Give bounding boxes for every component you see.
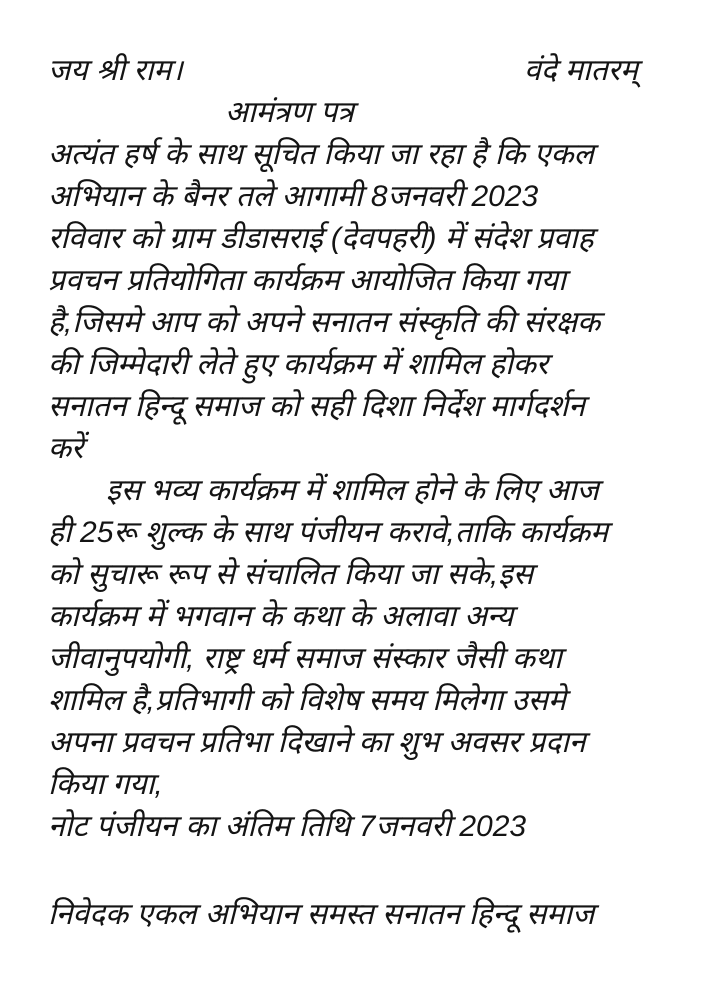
text-line: शामिल है,प्रतिभागी को विशेष समय मिलेगा उसमे <box>48 684 566 717</box>
text-line: करें <box>48 432 84 465</box>
text-line: कार्यक्रम में भगवान के कथा के अलावा अन्य <box>48 600 514 633</box>
text-line: अत्यंत हर्ष के साथ सूचित किया जा रहा है कि एकल <box>48 138 594 171</box>
text-line: है,जिसमे आप को अपने सनातन संस्कृति की संरक्षक <box>48 306 601 339</box>
text-line: किया गया, <box>48 768 163 801</box>
header-row <box>48 50 670 92</box>
greeting-vande-mataram: वंदे मातरम् <box>524 54 638 87</box>
text-line: इस भव्य कार्यक्रम में शामिल होने के लिए आज <box>106 474 599 507</box>
text-line: सनातन हिन्दू समाज को सही दिशा निर्देश मार्गदर्शन <box>48 390 585 423</box>
text-line: जीवानुपयोगी, राष्ट्र धर्म समाज संस्कार जैसी कथा <box>48 642 562 675</box>
text-line: को सुचारू रूप से संचालित किया जा सके,इस <box>48 558 534 591</box>
text-line: प्रवचन प्रतियोगिता कार्यक्रम आयोजित किया गया <box>48 264 566 297</box>
greeting-jai-shri-ram: जय श्री राम। <box>48 54 183 87</box>
text-line: अभियान के बैनर तले आगामी 8जनवरी 2023 <box>48 180 539 213</box>
paragraph-2 <box>48 470 670 806</box>
registration-note-line: नोट पंजीयन का अंतिम तिथि 7जनवरी 2023 <box>48 810 527 843</box>
closing-signature-line: निवेदक एकल अभियान समस्त सनातन हिन्दू समाज <box>48 898 595 931</box>
document-title: आमंत्रण पत्र <box>225 96 354 129</box>
text-line: अपना प्रवचन प्रतिभा दिखाने का शुभ अवसर प्रदान <box>48 726 586 759</box>
text-line: ही 25रू शुल्क के साथ पंजीयन करावे,ताकि कार्यक्रम <box>48 516 609 549</box>
text-line: रविवार को ग्राम डीडासराई (देवपहरी) में संदेश प्रवाह <box>48 222 594 255</box>
text-line: की जिम्मेदारी लेते हुए कार्यक्रम में शामिल होकर <box>48 348 549 381</box>
paragraph-1 <box>48 134 670 470</box>
